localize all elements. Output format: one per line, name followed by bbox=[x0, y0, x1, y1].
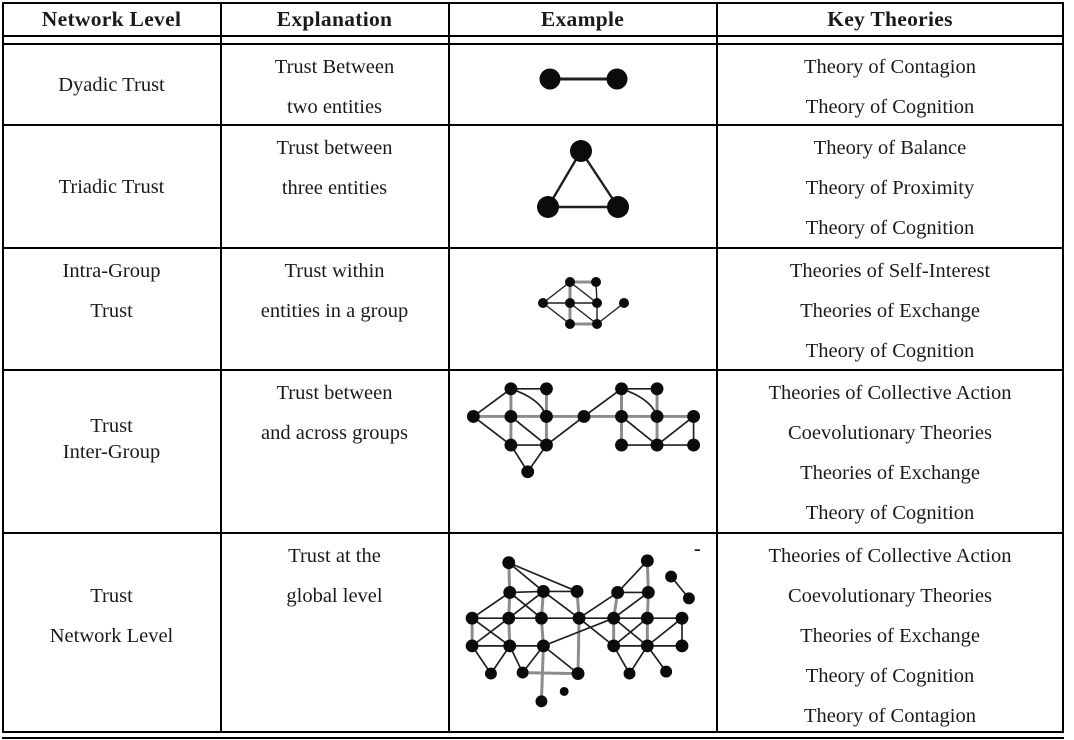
example-cell-inter-group bbox=[450, 371, 715, 531]
example-cell-intra-group bbox=[450, 249, 715, 369]
explanation-cell-intra-group: Trust within entities in a group bbox=[260, 260, 409, 322]
dyadic-graph-icon bbox=[450, 45, 715, 124]
explanation-cell-triadic: Trust between three entities bbox=[276, 137, 393, 199]
theories-cell-triadic: Theory of Balance Theory of Proximity Theory of Cognition bbox=[805, 137, 975, 239]
stray-dash-mark: - bbox=[694, 538, 701, 560]
triadic-graph-icon bbox=[450, 126, 715, 247]
inter-group-graph-icon bbox=[450, 373, 715, 531]
example-cell-network-level bbox=[450, 534, 715, 732]
explanation-cell-network-level: Trust at the global level bbox=[286, 545, 383, 607]
example-cell-triadic bbox=[450, 126, 715, 247]
theories-cell-inter-group: Theories of Collective Action Coevolutionary Theories Theories of Exchange Theory of Cognition bbox=[768, 382, 1012, 524]
global-network-graph-icon bbox=[450, 536, 715, 732]
bottom-double-rule bbox=[2, 737, 1064, 739]
theories-cell-dyadic: Theory of Contagion Theory of Cognition bbox=[804, 56, 976, 118]
level-cell-intra-group: Intra-Group Trust bbox=[62, 260, 161, 322]
theories-cell-network-level: Theories of Collective Action Coevolutionary Theories Theories of Exchange Theory of Cognition Theory of Contagion bbox=[768, 545, 1012, 727]
header-example: Example bbox=[540, 7, 625, 31]
explanation-cell-dyadic: Trust Between two entities bbox=[274, 56, 395, 118]
intra-group-graph-icon bbox=[450, 249, 715, 369]
header-rule-top bbox=[2, 35, 1064, 37]
level-cell-dyadic: Dyadic Trust bbox=[58, 73, 165, 96]
level-cell-triadic: Triadic Trust bbox=[58, 175, 165, 198]
header-key-theories: Key Theories bbox=[827, 7, 953, 31]
example-cell-dyadic bbox=[450, 45, 715, 124]
header-explanation: Explanation bbox=[276, 7, 393, 31]
explanation-cell-inter-group: Trust between and across groups bbox=[261, 382, 408, 444]
header-network-level: Network Level bbox=[41, 7, 182, 31]
level-cell-network-level: Trust Network Level bbox=[49, 585, 174, 647]
level-cell-inter-group: Trust Inter-Group bbox=[62, 415, 161, 463]
theories-cell-intra-group: Theories of Self-Interest Theories of Exchange Theory of Cognition bbox=[789, 260, 991, 362]
